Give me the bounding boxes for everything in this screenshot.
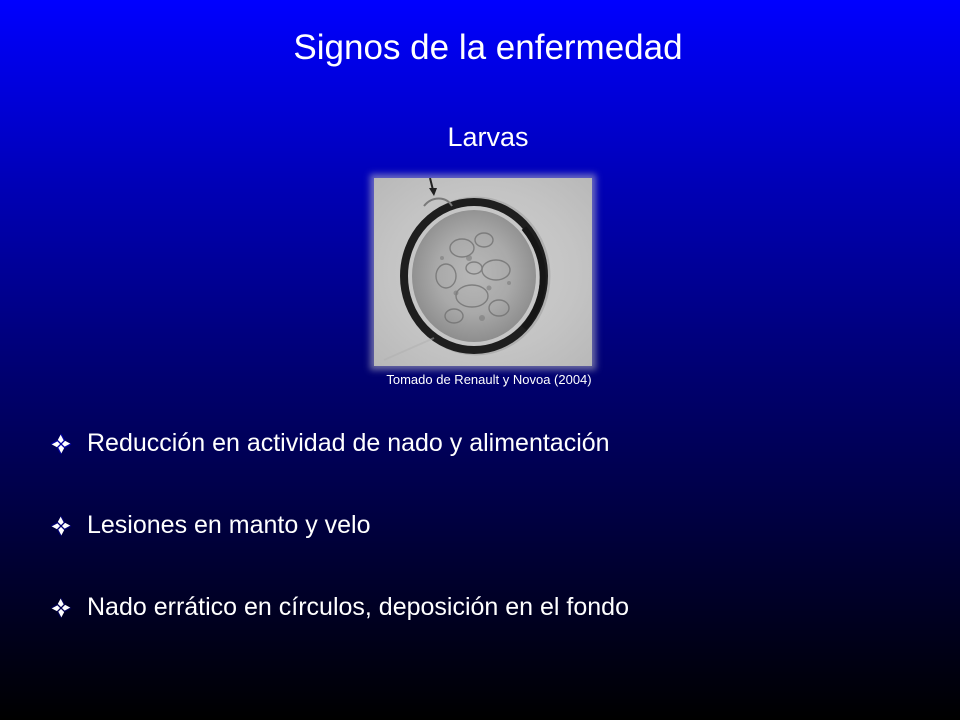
slide-title: Signos de la enfermedad — [293, 28, 683, 67]
bullet-text: Reducción en actividad de nado y alimentación — [87, 429, 610, 457]
larva-micrograph — [374, 178, 592, 366]
bullet-text: Lesiones en manto y velo — [87, 511, 371, 539]
four-petal-diamond-icon — [50, 515, 72, 537]
four-petal-diamond-icon — [50, 597, 72, 619]
bullet-item — [50, 586, 930, 628]
bullet-item — [50, 504, 930, 546]
slide-subtitle: Larvas — [447, 122, 529, 152]
image-caption: Tomado de Renault y Novoa (2004) — [386, 372, 592, 387]
bullet-text: Nado errático en círculos, deposición en el fondo — [87, 593, 629, 621]
bullet-item — [50, 422, 930, 464]
four-petal-diamond-icon — [50, 433, 72, 455]
bullet-list — [50, 422, 930, 668]
